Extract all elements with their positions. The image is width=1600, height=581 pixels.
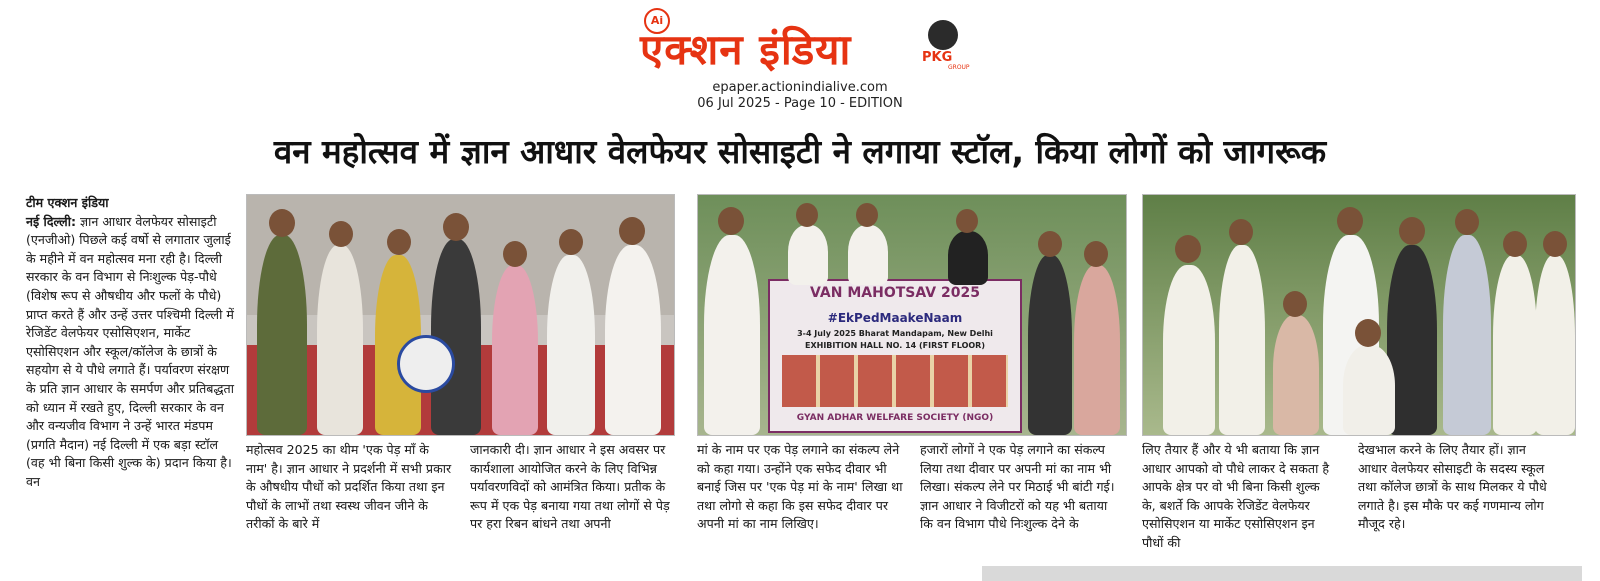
edition-line: 06 Jul 2025 - Page 10 - EDITION — [697, 96, 903, 111]
article-column-1 — [26, 194, 234, 492]
column-1-body — [26, 213, 234, 492]
article-column-6: लिए तैयार हैं और ये भी बताया कि ज्ञान आधार आपको वो पौधे लाकर दे सकता है आपके क्षेत्र पर वो भी बिना किसी शुल्क के, बशर्ते कि आपके रेजिडेंट वेलफेयर एसोसिएशन या मार्केट एसोसिएशन इन पौधों की — [1142, 442, 1330, 550]
banner-org: GYAN ADHAR WELFARE SOCIETY (NGO) — [796, 413, 994, 423]
article-photo-2 — [697, 194, 1127, 436]
portrait-icon — [928, 20, 958, 50]
article-column-3: जानकारी दी। ज्ञान आधार ने इस अवसर पर कार्यशाला आयोजित करने के लिए विभिन्न पर्यावरणविदों को आमंत्रित किया। प्रतीक के रूप में एक पेड़ बनाया गया तथा लोगों से पेड़ पर हरा रिबन बांधने तथा अपनी — [470, 442, 670, 532]
site-url[interactable]: epaper.actionindialive.com — [712, 80, 888, 95]
banner-title: VAN MAHOTSAV 2025 — [810, 285, 980, 301]
article-column-5: हजारों लोगों ने एक पेड़ लगाने का संकल्प लिया तथा दीवार पर अपनी मां का नाम भी लिखा। संकल्प लेने पर मिठाई भी बांटी गई। ज्ञान आधार ने विजीटरों को यह भी बताया कि वन विभाग पौधे निःशुल्क देने के — [920, 442, 1115, 532]
group-logo-icon — [922, 20, 970, 72]
article-column-2: महोत्सव 2025 का थीम 'एक पेड़ माँ के नाम' है। ज्ञान आधार ने प्रदर्शनी में सभी प्रकार के औषधीय पौधों को प्रदर्शित किया तथा इन पौधों के लाभों तथा स्वस्थ जीवन जीने के तरीकों के बारे में — [246, 442, 452, 532]
banner-date-venue: 3-4 July 2025 Bharat Mandapam, New Delhi — [797, 329, 993, 338]
newspaper-logo[interactable] — [640, 8, 970, 74]
group-mark: PKG — [922, 50, 953, 65]
article-column-4: मां के नाम पर एक पेड़ लगाने का संकल्प लेने को कहा गया। उन्होंने एक सफेद दीवार भी बनाई जिस पर 'एक पेड़ मां के नाम' लिखा था तथा लोगो से कहा कि इस सफेद दीवार पर अपनी मां का नाम लिखिए। — [697, 442, 903, 532]
dateline: नई दिल्ली: — [26, 213, 77, 229]
banner-hashtag: #EkPedMaakeNaam — [827, 311, 963, 325]
banner-hall: EXHIBITION HALL NO. 14 (FIRST FLOOR) — [805, 341, 985, 350]
next-article-strip — [982, 566, 1582, 581]
article-photo-1 — [246, 194, 675, 436]
newspaper-name: एक्शन इंडिया — [640, 25, 852, 74]
banner-photo-grid — [782, 355, 1008, 407]
byline: टीम एक्शन इंडिया — [26, 195, 109, 210]
masthead — [0, 0, 1600, 118]
group-sub: GROUP — [948, 64, 970, 71]
article-column-7: देखभाल करने के लिए तैयार हों। ज्ञान आधार वेलफेयर सोसाइटी के सदस्य स्कूल तथा कॉलेज छात्रों के साथ मिलकर ये पौधे लगाते है। इस मौके पर कई गणमान्य लोग मौजूद रहे। — [1358, 442, 1547, 532]
ai-logo-icon: Ai — [644, 8, 670, 34]
article-headline: वन महोत्सव में ज्ञान आधार वेलफेयर सोसाइटी ने लगाया स्टॉल, किया लोगों को जागरूक — [273, 132, 1327, 171]
article-photo-3 — [1142, 194, 1576, 436]
event-banner — [768, 279, 1022, 433]
column-1-text: ज्ञान आधार वेलफेयर सोसाइटी (एनजीओ) पिछले कई वर्षो से लगातार जुलाई के महीने में वन महोत्सव मना रही है। दिल्ली सरकार के वन विभाग से निःशुल्क पेड़-पौधे (विशेष रूप से औषधीय और फलों के पौधे) प्राप्त करते हैं और उन्हें उत्तर पश्चिमी दिल्ली में रेजिडेंट वेलफेयर एसोसिएशन, मार्केट एसोसिएशन और स्कूल/कॉलेज के छात्रों के सहयोग से ये पौधे लगाते हैं। पर्यावरण संरक्षण के प्रति ज्ञान आधार के समर्पण और प्रतिबद्धता को ध्यान में रखते हुए, दिल्ली सरकार के वन और वन्यजीव विभाग ने उन्हें भारत मंडपम (प्रगति मैदान) नई दिल्ली में एक बड़ा स्टॉल (वह भी बिना किसी शुल्क के) प्रदान किया है। वन — [26, 213, 234, 489]
